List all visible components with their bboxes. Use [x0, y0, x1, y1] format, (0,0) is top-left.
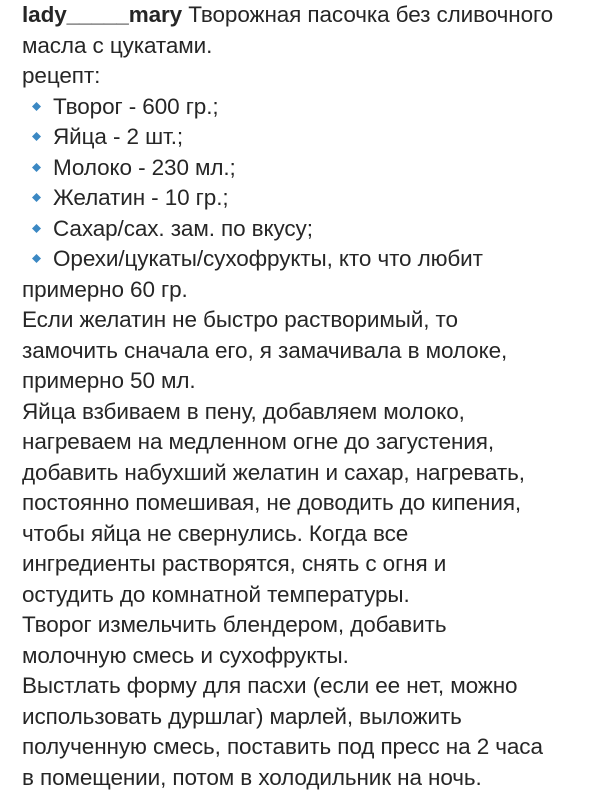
- caption-first-line: [22, 0, 588, 31]
- step-line: постоянно помешивая, не доводить до кипения,: [22, 488, 588, 519]
- caption-title: Творожная пасочка без сливочного: [188, 2, 553, 27]
- step-line: Творог измельчить блендером, добавить: [22, 610, 588, 641]
- small-blue-diamond-icon: [32, 102, 41, 111]
- small-blue-diamond-icon: [32, 254, 41, 263]
- ingredient-continuation: примерно 60 гр.: [22, 275, 588, 306]
- ingredient-list: [22, 92, 588, 306]
- step-line: в помещении, потом в холодильник на ночь.: [22, 763, 588, 793]
- username-link[interactable]: lady_____mary: [22, 2, 182, 27]
- small-blue-diamond-icon: [32, 163, 41, 172]
- small-blue-diamond-icon: [32, 132, 41, 141]
- step-line: полученную смесь, поставить под пресс на 2 часа: [22, 732, 588, 763]
- ingredient-item: [22, 214, 588, 245]
- small-blue-diamond-icon: [32, 193, 41, 202]
- ingredient-item: [22, 92, 588, 123]
- step-line: ингредиенты растворятся, снять с огня и: [22, 549, 588, 580]
- recipe-steps: [22, 305, 588, 793]
- step-line: замочить сначала его, я замачивала в молоке,: [22, 336, 588, 367]
- ingredient-item: [22, 244, 588, 275]
- step-line: нагреваем на медленном огне до загустения,: [22, 427, 588, 458]
- ingredient-text: Творог - 600 гр.;: [53, 94, 219, 119]
- ingredient-text: Сахар/сах. зам. по вкусу;: [53, 216, 313, 241]
- step-line: Если желатин не быстро растворимый, то: [22, 305, 588, 336]
- ingredient-text: Орехи/цукаты/сухофрукты, кто что любит: [53, 246, 483, 271]
- step-line: примерно 50 мл.: [22, 366, 588, 397]
- ingredient-item: [22, 122, 588, 153]
- ingredient-item: [22, 153, 588, 184]
- caption-title-continuation: масла с цукатами.: [22, 31, 588, 62]
- step-line: добавить набухший желатин и сахар, нагревать,: [22, 458, 588, 489]
- step-line: остудить до комнатной температуры.: [22, 580, 588, 611]
- step-line: молочную смесь и сухофрукты.: [22, 641, 588, 672]
- ingredient-text: Яйца - 2 шт.;: [53, 124, 183, 149]
- step-line: Яйца взбиваем в пену, добавляем молоко,: [22, 397, 588, 428]
- step-line: Выстлать форму для пасхи (если ее нет, можно: [22, 671, 588, 702]
- ingredient-item: [22, 183, 588, 214]
- recipe-label: рецепт:: [22, 61, 588, 92]
- small-blue-diamond-icon: [32, 224, 41, 233]
- ingredient-text: Молоко - 230 мл.;: [53, 155, 236, 180]
- ingredient-text: Желатин - 10 гр.;: [53, 185, 229, 210]
- step-line: использовать дуршлаг) марлей, выложить: [22, 702, 588, 733]
- step-line: чтобы яйца не свернулись. Когда все: [22, 519, 588, 550]
